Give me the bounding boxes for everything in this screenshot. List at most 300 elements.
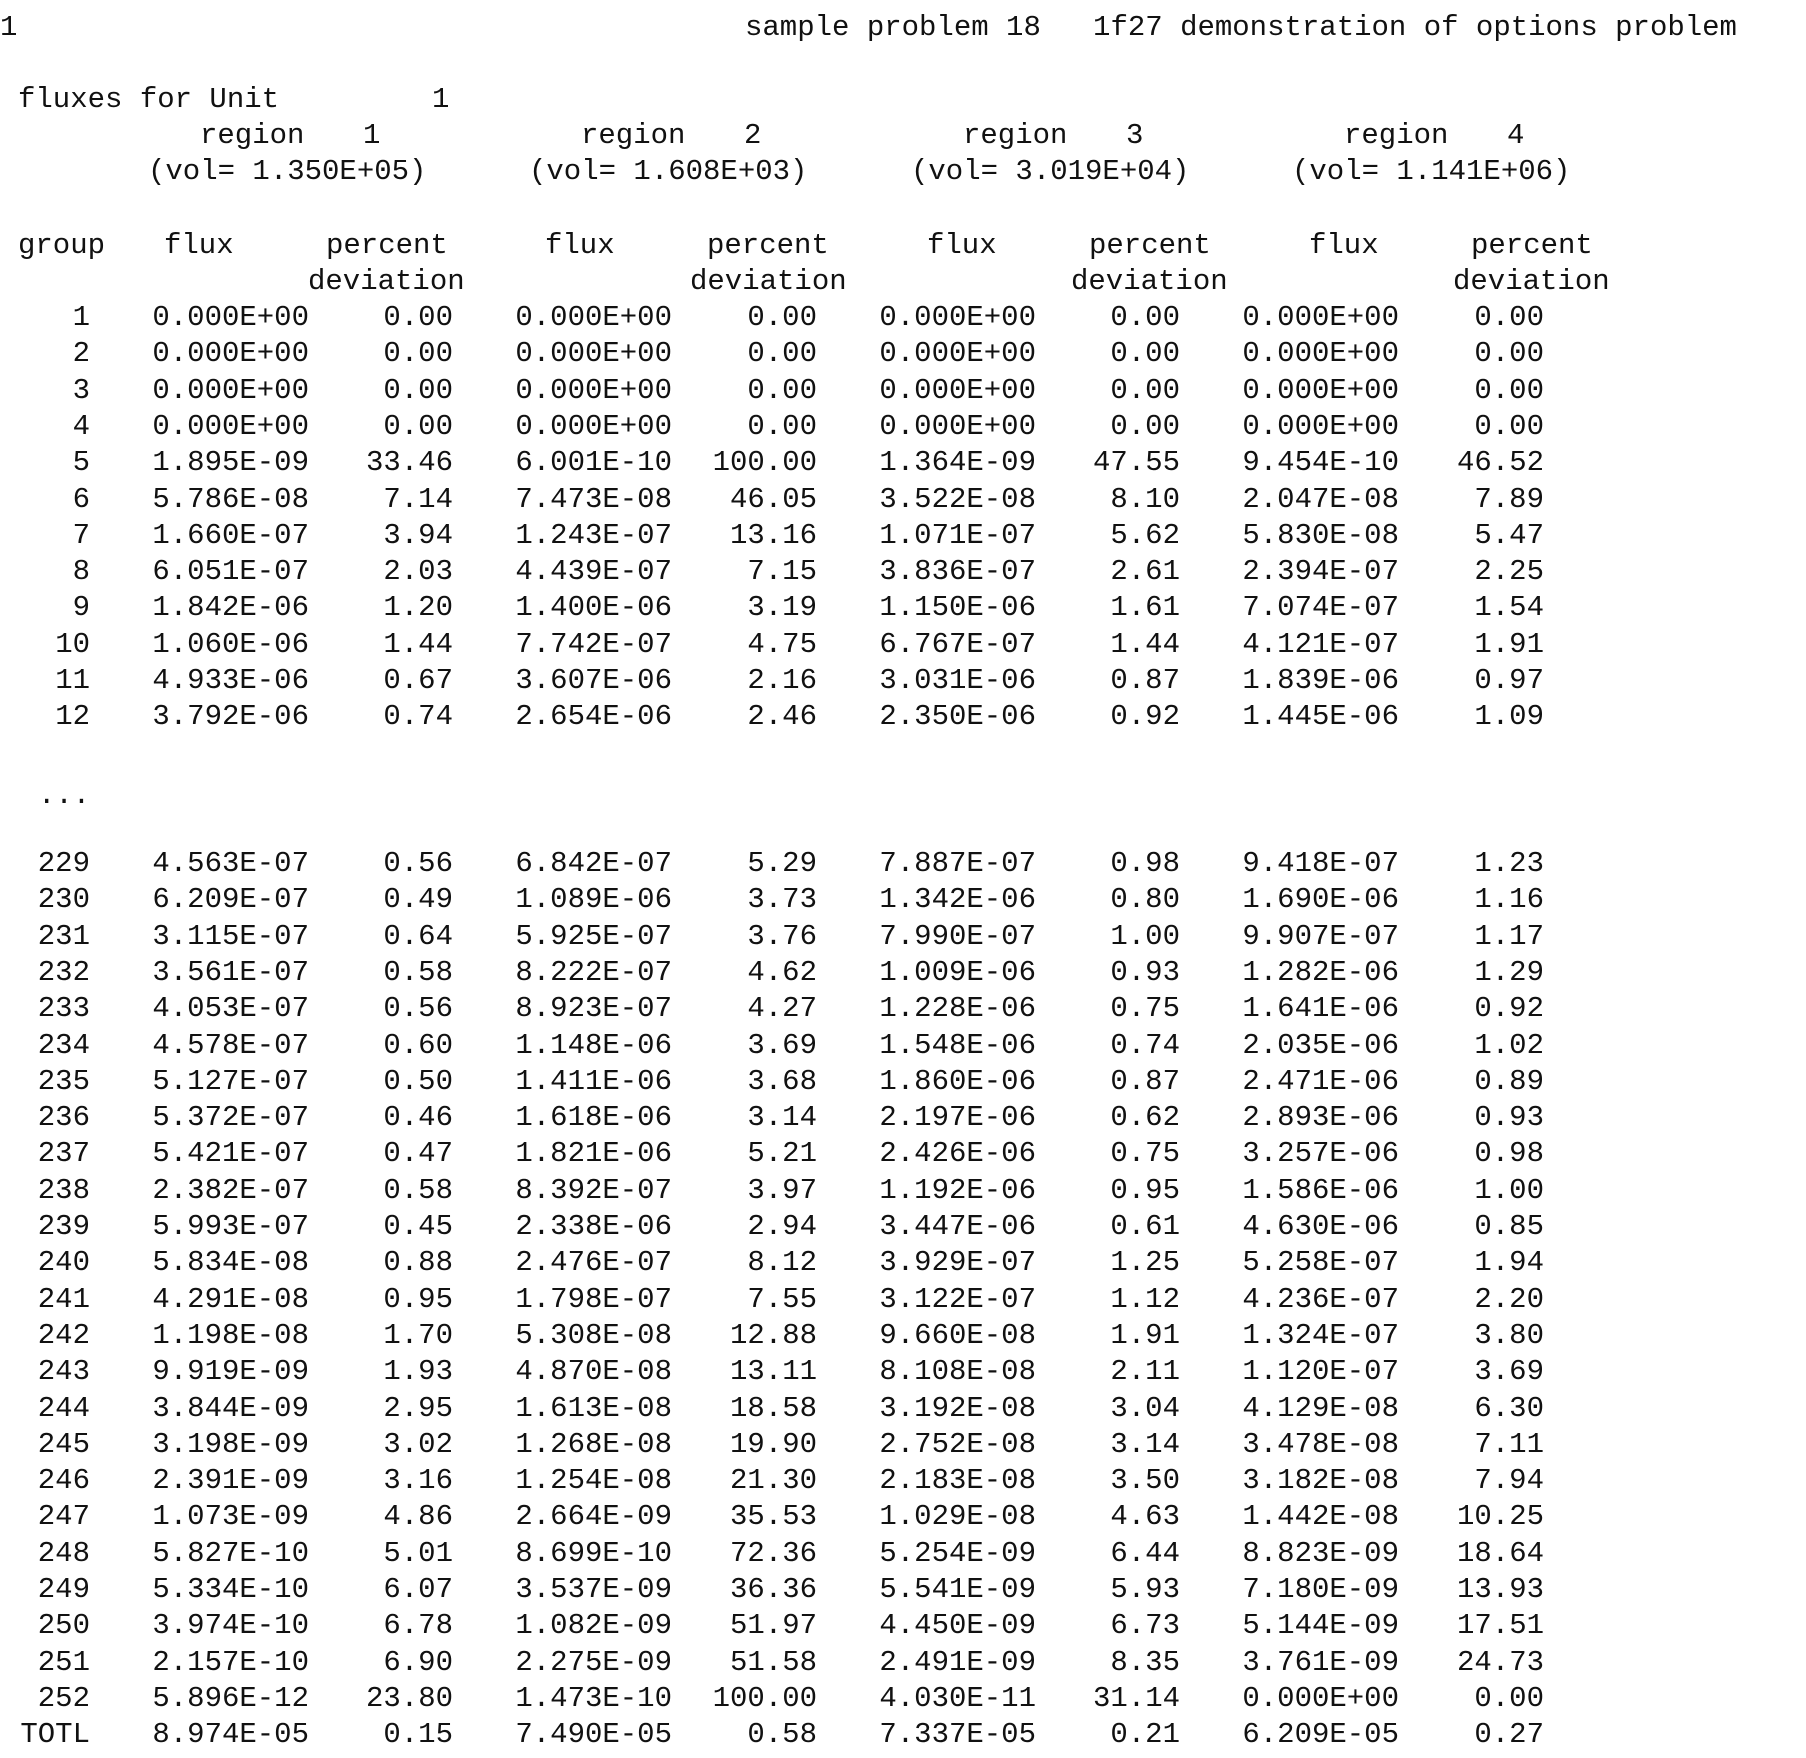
cell-group: 239 <box>37 1210 90 1243</box>
cell-dev-1: 0.00 <box>383 373 453 407</box>
cell-dev-4: 24.73 <box>1456 1645 1544 1679</box>
cell-flux-4: 7.074E-07 <box>1242 591 1399 625</box>
cell-flux-3: 7.337E-05 <box>879 1718 1036 1752</box>
cell-dev-3: 8.10 <box>1110 482 1180 516</box>
cell-flux-1: 5.827E-10 <box>152 1536 309 1570</box>
cell-group: 3 <box>72 373 90 407</box>
cell-group: 247 <box>37 1500 90 1534</box>
cell-dev-1: 0.88 <box>383 1246 453 1280</box>
cell-flux-2: 8.923E-07 <box>515 992 672 1026</box>
cell-flux-4: 7.180E-09 <box>1242 1573 1399 1606</box>
cell-flux-1: 6.209E-07 <box>152 883 309 917</box>
cell-dev-4: 0.00 <box>1474 1681 1544 1715</box>
cell-flux-2: 1.254E-08 <box>515 1464 672 1498</box>
cell-group: 2 <box>72 337 90 371</box>
cell-dev-4: 0.00 <box>1474 373 1544 407</box>
cell-dev-2: 0.00 <box>747 373 817 407</box>
cell-flux-2: 0.000E+00 <box>515 337 672 371</box>
cell-flux-1: 2.391E-09 <box>152 1464 309 1498</box>
cell-flux-2: 1.268E-08 <box>515 1427 672 1461</box>
cell-group: 250 <box>37 1609 90 1643</box>
cell-flux-3: 9.660E-08 <box>879 1318 1036 1352</box>
cell-dev-3: 0.87 <box>1110 1064 1180 1098</box>
cell-dev-2: 8.12 <box>747 1246 817 1280</box>
cell-dev-2: 18.58 <box>729 1391 817 1425</box>
cell-flux-2: 8.699E-10 <box>515 1536 672 1570</box>
cell-dev-2: 4.75 <box>747 627 817 661</box>
cell-group: 249 <box>37 1573 90 1606</box>
cell-flux-2: 5.925E-07 <box>515 919 672 953</box>
cell-flux-3: 1.860E-06 <box>879 1064 1036 1098</box>
cell-flux-3: 4.450E-09 <box>879 1609 1036 1643</box>
cell-dev-1: 1.93 <box>383 1355 453 1389</box>
cell-dev-2: 21.30 <box>729 1464 817 1498</box>
cell-dev-4: 0.97 <box>1474 664 1544 697</box>
cell-dev-1: 0.64 <box>383 919 453 953</box>
cell-dev-4: 1.29 <box>1474 955 1544 989</box>
header-deviation-4: deviation <box>1453 265 1610 298</box>
cell-dev-3: 2.11 <box>1110 1355 1180 1389</box>
header-deviation-2: deviation <box>690 265 847 298</box>
cell-flux-1: 0.000E+00 <box>152 337 309 371</box>
cell-flux-3: 3.522E-08 <box>879 482 1036 516</box>
cell-flux-4: 2.471E-06 <box>1242 1064 1399 1098</box>
cell-dev-4: 2.25 <box>1474 555 1544 589</box>
cell-dev-4: 0.27 <box>1474 1718 1544 1752</box>
cell-dev-1: 0.56 <box>383 992 453 1026</box>
cell-flux-3: 3.447E-06 <box>879 1210 1036 1243</box>
cell-dev-3: 47.55 <box>1092 446 1180 480</box>
cell-dev-4: 1.94 <box>1474 1246 1544 1280</box>
cell-flux-2: 2.338E-06 <box>515 1210 672 1243</box>
cell-flux-3: 1.150E-06 <box>879 591 1036 625</box>
cell-flux-3: 1.192E-06 <box>879 1173 1036 1207</box>
region-1-vol: (vol= 1.350E+05) <box>148 155 427 188</box>
cell-dev-1: 0.46 <box>383 1101 453 1135</box>
cell-dev-3: 1.91 <box>1110 1318 1180 1352</box>
cell-group: 232 <box>37 955 90 989</box>
cell-flux-1: 9.919E-09 <box>152 1355 309 1389</box>
cell-dev-3: 0.98 <box>1110 847 1180 880</box>
cell-group: 9 <box>72 591 90 625</box>
cell-dev-3: 0.61 <box>1110 1210 1180 1243</box>
cell-flux-3: 0.000E+00 <box>879 409 1036 443</box>
cell-dev-1: 0.49 <box>383 883 453 917</box>
cell-dev-1: 0.95 <box>383 1282 453 1316</box>
unit-label: fluxes for Unit <box>18 83 280 116</box>
cell-dev-2: 46.05 <box>729 482 817 516</box>
cell-dev-1: 2.03 <box>383 555 453 589</box>
cell-dev-4: 1.91 <box>1474 627 1544 661</box>
region-3-number: 3 <box>1126 119 1144 152</box>
cell-flux-4: 1.586E-06 <box>1242 1173 1399 1207</box>
header-percent-1: percent <box>326 229 448 262</box>
cell-group: 240 <box>37 1246 90 1280</box>
cell-group: 238 <box>37 1173 90 1207</box>
cell-flux-4: 5.830E-08 <box>1242 518 1399 552</box>
cell-dev-2: 51.97 <box>729 1609 817 1643</box>
cell-dev-2: 0.00 <box>747 301 817 334</box>
cell-flux-4: 3.761E-09 <box>1242 1645 1399 1679</box>
cell-dev-4: 0.89 <box>1474 1064 1544 1098</box>
cell-flux-1: 4.933E-06 <box>152 664 309 697</box>
cell-dev-3: 1.44 <box>1110 627 1180 661</box>
cell-flux-1: 4.578E-07 <box>152 1028 309 1062</box>
cell-dev-1: 6.78 <box>383 1609 453 1643</box>
cell-dev-3: 8.35 <box>1110 1645 1180 1679</box>
cell-flux-3: 5.254E-09 <box>879 1536 1036 1570</box>
cell-flux-2: 0.000E+00 <box>515 301 672 334</box>
cell-flux-4: 0.000E+00 <box>1242 409 1399 443</box>
cell-dev-1: 3.02 <box>383 1427 453 1461</box>
cell-dev-2: 4.62 <box>747 955 817 989</box>
cell-flux-2: 8.392E-07 <box>515 1173 672 1207</box>
cell-dev-1: 0.00 <box>383 301 453 334</box>
cell-flux-2: 1.798E-07 <box>515 1282 672 1316</box>
cell-flux-4: 1.839E-06 <box>1242 664 1399 697</box>
cell-dev-2: 12.88 <box>729 1318 817 1352</box>
header-percent-2: percent <box>707 229 829 262</box>
cell-flux-1: 0.000E+00 <box>152 409 309 443</box>
cell-dev-3: 0.21 <box>1110 1718 1180 1752</box>
cell-flux-2: 2.476E-07 <box>515 1246 672 1280</box>
cell-dev-2: 2.94 <box>747 1210 817 1243</box>
region-1-label: region <box>200 119 305 152</box>
cell-dev-4: 1.16 <box>1474 883 1544 917</box>
cell-dev-4: 5.47 <box>1474 518 1544 552</box>
cell-flux-4: 3.257E-06 <box>1242 1137 1399 1171</box>
cell-dev-3: 1.12 <box>1110 1282 1180 1316</box>
cell-group: 234 <box>37 1028 90 1062</box>
cell-dev-2: 0.58 <box>747 1718 817 1752</box>
cell-dev-1: 6.90 <box>383 1645 453 1679</box>
cell-flux-4: 1.641E-06 <box>1242 992 1399 1026</box>
cell-flux-2: 5.308E-08 <box>515 1318 672 1352</box>
cell-flux-1: 4.291E-08 <box>152 1282 309 1316</box>
cell-flux-4: 4.129E-08 <box>1242 1391 1399 1425</box>
cell-dev-1: 0.74 <box>383 700 453 734</box>
cell-flux-1: 3.974E-10 <box>152 1609 309 1643</box>
cell-flux-2: 3.607E-06 <box>515 664 672 697</box>
cell-flux-2: 1.821E-06 <box>515 1137 672 1171</box>
cell-dev-2: 0.00 <box>747 337 817 371</box>
cell-dev-2: 3.68 <box>747 1064 817 1098</box>
header-group: group <box>18 229 106 262</box>
cell-flux-1: 8.974E-05 <box>152 1718 309 1752</box>
cell-flux-2: 1.089E-06 <box>515 883 672 917</box>
cell-flux-2: 4.870E-08 <box>515 1355 672 1389</box>
cell-dev-3: 0.74 <box>1110 1028 1180 1062</box>
cell-flux-4: 4.121E-07 <box>1242 627 1399 661</box>
cell-dev-3: 0.93 <box>1110 955 1180 989</box>
cell-dev-2: 5.29 <box>747 847 817 880</box>
cell-flux-1: 5.372E-07 <box>152 1101 309 1135</box>
cell-dev-2: 7.55 <box>747 1282 817 1316</box>
cell-flux-1: 0.000E+00 <box>152 301 309 334</box>
cell-dev-4: 1.02 <box>1474 1028 1544 1062</box>
cell-dev-4: 0.98 <box>1474 1137 1544 1171</box>
cell-dev-3: 4.63 <box>1110 1500 1180 1534</box>
cell-dev-3: 0.00 <box>1110 301 1180 334</box>
cell-dev-4: 13.93 <box>1456 1573 1544 1606</box>
cell-group: 244 <box>37 1391 90 1425</box>
cell-dev-3: 0.87 <box>1110 664 1180 697</box>
cell-flux-4: 0.000E+00 <box>1242 337 1399 371</box>
cell-flux-3: 3.122E-07 <box>879 1282 1036 1316</box>
cell-dev-4: 7.94 <box>1474 1464 1544 1498</box>
cell-dev-4: 3.80 <box>1474 1318 1544 1352</box>
cell-dev-1: 0.47 <box>383 1137 453 1171</box>
cell-dev-2: 3.69 <box>747 1028 817 1062</box>
cell-group: 12 <box>55 700 90 734</box>
cell-flux-4: 1.282E-06 <box>1242 955 1399 989</box>
cell-dev-4: 0.00 <box>1474 337 1544 371</box>
cell-flux-1: 1.073E-09 <box>152 1500 309 1534</box>
cell-dev-1: 1.20 <box>383 591 453 625</box>
header-flux-4: flux <box>1309 229 1379 262</box>
cell-flux-3: 2.491E-09 <box>879 1645 1036 1679</box>
cell-flux-1: 6.051E-07 <box>152 555 309 589</box>
cell-flux-1: 3.844E-09 <box>152 1391 309 1425</box>
cell-flux-4: 4.236E-07 <box>1242 1282 1399 1316</box>
cell-dev-2: 35.53 <box>729 1500 817 1534</box>
cell-flux-2: 3.537E-09 <box>515 1573 672 1606</box>
cell-dev-3: 0.75 <box>1110 1137 1180 1171</box>
cell-dev-4: 1.54 <box>1474 591 1544 625</box>
region-2-vol: (vol= 1.608E+03) <box>529 155 808 188</box>
cell-group: 8 <box>72 555 90 589</box>
cell-dev-1: 1.44 <box>383 627 453 661</box>
cell-dev-4: 0.00 <box>1474 301 1544 334</box>
cell-dev-3: 0.00 <box>1110 337 1180 371</box>
cell-group: 252 <box>37 1681 90 1715</box>
cell-dev-2: 13.16 <box>729 518 817 552</box>
cell-group: 237 <box>37 1137 90 1171</box>
cell-dev-3: 0.92 <box>1110 700 1180 734</box>
cell-group: 251 <box>37 1645 90 1679</box>
cell-dev-4: 7.89 <box>1474 482 1544 516</box>
cell-flux-3: 2.426E-06 <box>879 1137 1036 1171</box>
cell-dev-2: 2.46 <box>747 700 817 734</box>
cell-dev-3: 0.00 <box>1110 409 1180 443</box>
cell-flux-4: 0.000E+00 <box>1242 1681 1399 1715</box>
cell-dev-3: 2.61 <box>1110 555 1180 589</box>
cell-dev-4: 1.09 <box>1474 700 1544 734</box>
cell-dev-4: 2.20 <box>1474 1282 1544 1316</box>
cell-flux-4: 0.000E+00 <box>1242 301 1399 334</box>
cell-flux-2: 1.148E-06 <box>515 1028 672 1062</box>
cell-group: 245 <box>37 1427 90 1461</box>
cell-group: 229 <box>37 847 90 880</box>
cell-dev-2: 0.00 <box>747 409 817 443</box>
cell-flux-1: 1.060E-06 <box>152 627 309 661</box>
cell-flux-2: 4.439E-07 <box>515 555 672 589</box>
cell-flux-1: 1.895E-09 <box>152 446 309 480</box>
cell-dev-2: 3.73 <box>747 883 817 917</box>
cell-dev-1: 33.46 <box>365 446 453 480</box>
cell-dev-1: 0.45 <box>383 1210 453 1243</box>
cell-dev-4: 0.92 <box>1474 992 1544 1026</box>
cell-flux-1: 3.792E-06 <box>152 700 309 734</box>
cell-flux-4: 9.454E-10 <box>1242 446 1399 480</box>
cell-flux-2: 0.000E+00 <box>515 373 672 407</box>
cell-group: 246 <box>37 1464 90 1498</box>
cell-dev-4: 10.25 <box>1456 1500 1544 1534</box>
cell-dev-4: 1.23 <box>1474 847 1544 880</box>
cell-dev-1: 0.67 <box>383 664 453 697</box>
cell-group: 241 <box>37 1282 90 1316</box>
cell-flux-2: 1.618E-06 <box>515 1101 672 1135</box>
cell-dev-4: 0.00 <box>1474 409 1544 443</box>
header-flux-3: flux <box>927 229 997 262</box>
cell-dev-2: 100.00 <box>712 446 817 480</box>
cell-dev-4: 1.17 <box>1474 919 1544 953</box>
cell-dev-3: 6.44 <box>1110 1536 1180 1570</box>
cell-dev-3: 1.00 <box>1110 919 1180 953</box>
cell-dev-4: 7.11 <box>1474 1427 1544 1461</box>
cell-flux-2: 0.000E+00 <box>515 409 672 443</box>
cell-flux-1: 5.896E-12 <box>152 1681 309 1715</box>
cell-flux-4: 6.209E-05 <box>1242 1718 1399 1752</box>
cell-dev-4: 0.93 <box>1474 1101 1544 1135</box>
cell-dev-1: 4.86 <box>383 1500 453 1534</box>
region-2-label: region <box>581 119 686 152</box>
cell-dev-3: 5.62 <box>1110 518 1180 552</box>
cell-dev-2: 51.58 <box>729 1645 817 1679</box>
cell-flux-3: 1.228E-06 <box>879 992 1036 1026</box>
cell-flux-3: 2.183E-08 <box>879 1464 1036 1498</box>
cell-dev-3: 0.80 <box>1110 883 1180 917</box>
cell-dev-3: 3.50 <box>1110 1464 1180 1498</box>
cell-flux-4: 0.000E+00 <box>1242 373 1399 407</box>
cell-dev-2: 100.00 <box>712 1681 817 1715</box>
cell-flux-3: 2.197E-06 <box>879 1101 1036 1135</box>
cell-group: 1 <box>72 301 90 334</box>
cell-dev-1: 0.56 <box>383 847 453 880</box>
cell-group: 230 <box>37 883 90 917</box>
cell-flux-3: 1.364E-09 <box>879 446 1036 480</box>
cell-dev-1: 0.00 <box>383 337 453 371</box>
cell-dev-1: 7.14 <box>383 482 453 516</box>
cell-dev-3: 3.14 <box>1110 1427 1180 1461</box>
cell-flux-1: 1.198E-08 <box>152 1318 309 1352</box>
cell-flux-4: 1.324E-07 <box>1242 1318 1399 1352</box>
cell-flux-3: 1.071E-07 <box>879 518 1036 552</box>
cell-flux-2: 1.473E-10 <box>515 1681 672 1715</box>
cell-dev-4: 18.64 <box>1456 1536 1544 1570</box>
cell-flux-4: 1.120E-07 <box>1242 1355 1399 1389</box>
cell-flux-3: 6.767E-07 <box>879 627 1036 661</box>
cell-flux-1: 1.660E-07 <box>152 518 309 552</box>
cell-flux-2: 1.411E-06 <box>515 1064 672 1098</box>
cell-flux-3: 3.929E-07 <box>879 1246 1036 1280</box>
cell-dev-4: 17.51 <box>1456 1609 1544 1643</box>
cell-dev-3: 5.93 <box>1110 1573 1180 1606</box>
cell-flux-3: 4.030E-11 <box>879 1681 1036 1715</box>
cell-dev-2: 13.11 <box>729 1355 817 1389</box>
cell-flux-3: 5.541E-09 <box>879 1573 1036 1606</box>
cell-dev-1: 0.50 <box>383 1064 453 1098</box>
cell-flux-1: 0.000E+00 <box>152 373 309 407</box>
region-4-number: 4 <box>1507 119 1525 152</box>
cell-flux-3: 8.108E-08 <box>879 1355 1036 1389</box>
cell-flux-1: 5.834E-08 <box>152 1246 309 1280</box>
cell-dev-1: 3.16 <box>383 1464 453 1498</box>
cell-flux-4: 3.478E-08 <box>1242 1427 1399 1461</box>
cell-dev-2: 2.16 <box>747 664 817 697</box>
cell-dev-4: 46.52 <box>1456 446 1544 480</box>
header-percent-3: percent <box>1089 229 1211 262</box>
cell-group: 236 <box>37 1101 90 1135</box>
cell-flux-3: 3.836E-07 <box>879 555 1036 589</box>
cell-flux-4: 9.418E-07 <box>1242 847 1399 880</box>
cell-dev-1: 5.01 <box>383 1536 453 1570</box>
page-title: sample problem 18 1f27 demonstration of options problem <box>745 11 1737 44</box>
cell-flux-1: 5.334E-10 <box>152 1573 309 1606</box>
cell-dev-3: 0.95 <box>1110 1173 1180 1207</box>
region-4-vol: (vol= 1.141E+06) <box>1292 155 1571 188</box>
cell-flux-2: 1.400E-06 <box>515 591 672 625</box>
cell-flux-2: 7.742E-07 <box>515 627 672 661</box>
cell-flux-3: 0.000E+00 <box>879 337 1036 371</box>
cell-dev-2: 3.14 <box>747 1101 817 1135</box>
cell-flux-3: 2.752E-08 <box>879 1427 1036 1461</box>
ellipsis: ... <box>38 779 91 812</box>
cell-dev-1: 1.70 <box>383 1318 453 1352</box>
cell-dev-3: 0.00 <box>1110 373 1180 407</box>
cell-flux-4: 8.823E-09 <box>1242 1536 1399 1570</box>
cell-dev-2: 4.27 <box>747 992 817 1026</box>
cell-flux-3: 1.009E-06 <box>879 955 1036 989</box>
cell-dev-4: 1.00 <box>1474 1173 1544 1207</box>
region-3-vol: (vol= 3.019E+04) <box>911 155 1190 188</box>
cell-group: 4 <box>72 409 90 443</box>
cell-flux-4: 3.182E-08 <box>1242 1464 1399 1498</box>
cell-dev-3: 31.14 <box>1092 1681 1180 1715</box>
cell-flux-1: 5.786E-08 <box>152 482 309 516</box>
cell-dev-2: 3.97 <box>747 1173 817 1207</box>
cell-flux-1: 1.842E-06 <box>152 591 309 625</box>
cell-dev-1: 0.58 <box>383 1173 453 1207</box>
cell-dev-1: 23.80 <box>365 1681 453 1715</box>
cell-dev-1: 3.94 <box>383 518 453 552</box>
cell-group: 235 <box>37 1064 90 1098</box>
cell-flux-4: 1.445E-06 <box>1242 700 1399 734</box>
cell-flux-4: 9.907E-07 <box>1242 919 1399 953</box>
cell-group: 7 <box>72 518 90 552</box>
cell-flux-2: 7.490E-05 <box>515 1718 672 1752</box>
cell-dev-1: 0.15 <box>383 1718 453 1752</box>
cell-dev-1: 0.60 <box>383 1028 453 1062</box>
cell-flux-2: 2.275E-09 <box>515 1645 672 1679</box>
cell-group: 11 <box>55 664 90 697</box>
cell-dev-1: 0.58 <box>383 955 453 989</box>
cell-dev-4: 0.85 <box>1474 1210 1544 1243</box>
cell-dev-2: 3.76 <box>747 919 817 953</box>
cell-flux-2: 2.654E-06 <box>515 700 672 734</box>
region-3-label: region <box>963 119 1068 152</box>
cell-flux-4: 2.394E-07 <box>1242 555 1399 589</box>
cell-group: 6 <box>72 482 90 516</box>
region-4-label: region <box>1344 119 1449 152</box>
cell-flux-2: 1.613E-08 <box>515 1391 672 1425</box>
cell-flux-4: 5.144E-09 <box>1242 1609 1399 1643</box>
cell-dev-3: 6.73 <box>1110 1609 1180 1643</box>
cell-flux-2: 6.842E-07 <box>515 847 672 880</box>
cell-flux-4: 5.258E-07 <box>1242 1246 1399 1280</box>
cell-flux-1: 2.157E-10 <box>152 1645 309 1679</box>
header-flux-1: flux <box>164 229 234 262</box>
